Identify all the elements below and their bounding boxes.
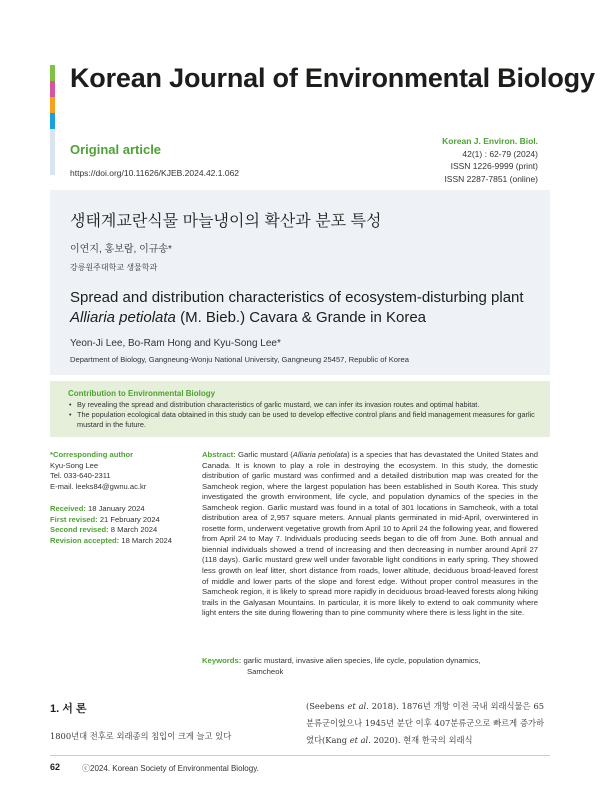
color-bar-orange xyxy=(50,97,55,113)
side-info xyxy=(50,450,180,546)
english-title-species: Alliaria petiolata xyxy=(70,309,176,326)
korean-title: 생태계교란식물 마늘냉이의 확산과 분포 특성 xyxy=(70,213,382,230)
color-bar-pink xyxy=(50,81,55,97)
corresponding-name: Kyu-Song Lee xyxy=(50,460,99,470)
journal-volume: 42(1) : 62-79 (2024) xyxy=(462,148,538,159)
date-accepted: Revision accepted: 18 March 2024 xyxy=(50,535,173,545)
contribution-list xyxy=(68,400,536,430)
contribution-item: • The population ecological data obtained in this study can be used to develop effective control plans and field management measures for garlic mustard in the future. xyxy=(68,410,536,430)
abstract xyxy=(202,450,538,619)
contribution-box xyxy=(50,381,550,437)
english-authors: Yeon-Ji Lee, Bo-Ram Hong and Kyu-Song Lee* xyxy=(70,338,281,349)
keywords-heading: Keywords: xyxy=(202,656,242,665)
korean-authors: 이연지, 홍보람, 이규송* xyxy=(70,244,172,255)
keywords-line2: Samcheok xyxy=(247,666,284,676)
corresponding-email[interactable]: E-mail. leeks84@gwnu.ac.kr xyxy=(50,481,147,491)
english-title-part1: Spread and distribution characteristics of ecosystem-disturbing plant xyxy=(70,289,524,306)
keywords-line1: garlic mustard, invasive alien species, life cycle, population dynamics, xyxy=(243,656,481,665)
issn-online: ISSN 2287-7851 (online) xyxy=(444,173,538,184)
english-affiliation: Department of Biology, Gangneung-Wonju National University, Gangneung 25457, Republic of Korea xyxy=(70,355,409,364)
color-bar-blue xyxy=(50,113,55,129)
body-text-left: 1800년대 전후로 외래종의 침입이 크게 늘고 있다 xyxy=(50,731,232,741)
issn-print: ISSN 1226-9999 (print) xyxy=(450,161,538,171)
body-text-right: (Seebens et al. 2018). 1876년 개항 이전 국내 외래식물은 65분류군이었으나 1945년 분단 이후 407분류군으로 빠르게 증가하였다(Kang et al. 2020). 현재 한국의 외래식 xyxy=(306,701,544,745)
english-title-part2: (M. Bieb.) Cavara & Grande in Korea xyxy=(175,309,427,326)
abstract-text: ) is a species that has devastated the United States and Canada. It is known to play a role in destroying the ecosystem. In this study, the domestic distribution of garlic mustard was confirmed and a detailed distribution map was created for the Samcheok region, where the largest population has been established in South Korea. This study investigated the growth environment, life cycle, and population dynamics of the species in the Samcheok region. Garlic mustard was found in a total of 301 locations in Samcheok, with a total distribution area of 2,957 square meters. Annual plants germinated in mid-April, overwintered in rosette form, underwent vegetative growth from April 10 to April 24 the following year, and flowered from April 24 to May 7. Individuals producing seeds began to die off from June. Both annual and biennial individuals showed a trend of increasing and then decreasing in number around April 27 (118 days). Garlic mustard grew well under favorable light conditions in early spring. They showed less growth on leaf litter, short distance from roads, lower altitude, deciduous broad-leaved forest of middle and lower parts of the slope and forest edge. Without proper control measures in the Samcheok region, it is likely to spread more rapidly in deciduous broad-leaved forests along hiking trails in the Galyasan Mountains. In particular, it is more likely to extend to oak community where light enters the site during flowering than to pine community where there is less light in the site. xyxy=(202,450,539,618)
section-heading: 1. 서 론 xyxy=(50,703,87,715)
doi-link[interactable]: https://doi.org/10.11626/KJEB.2024.42.1.062 xyxy=(70,168,240,178)
journal-meta xyxy=(442,135,538,185)
journal-title: Korean Journal of Environmental Biology xyxy=(70,63,595,93)
corresponding-heading: *Corresponding author xyxy=(50,450,134,459)
journal-color-bar xyxy=(50,65,55,175)
page-number: 62 xyxy=(50,762,61,772)
corresponding-tel: Tel. 033-640-2311 xyxy=(50,471,111,480)
journal-abbreviation: Korean J. Environ. Biol. xyxy=(442,136,538,146)
date-received: Received: 18 January 2024 xyxy=(50,504,145,513)
korean-affiliation: 강릉원주대학교 생물학과 xyxy=(70,263,158,272)
contribution-item: • By revealing the spread and distribution characteristics of garlic mustard, we can infer its invasion routes and optimal habitat. xyxy=(68,400,536,410)
abstract-species: Alliaria petiolata xyxy=(292,450,348,459)
article-dates xyxy=(50,504,180,546)
color-bar-pale xyxy=(50,129,55,175)
abstract-lead: Garlic mustard ( xyxy=(237,450,293,459)
date-second-revised: Second revised: 8 March 2024 xyxy=(50,525,158,534)
color-bar-green xyxy=(50,65,55,81)
copyright: ⓒ2024. Korean Society of Environmental Biology. xyxy=(82,764,259,773)
article-type: Original article xyxy=(70,142,162,157)
keywords xyxy=(202,656,538,677)
contribution-heading: Contribution to Environmental Biology xyxy=(68,389,216,398)
english-title xyxy=(70,288,540,328)
footer-divider xyxy=(50,755,550,756)
abstract-heading: Abstract: xyxy=(202,450,236,459)
date-first-revised: First revised: 21 February 2024 xyxy=(50,514,160,524)
